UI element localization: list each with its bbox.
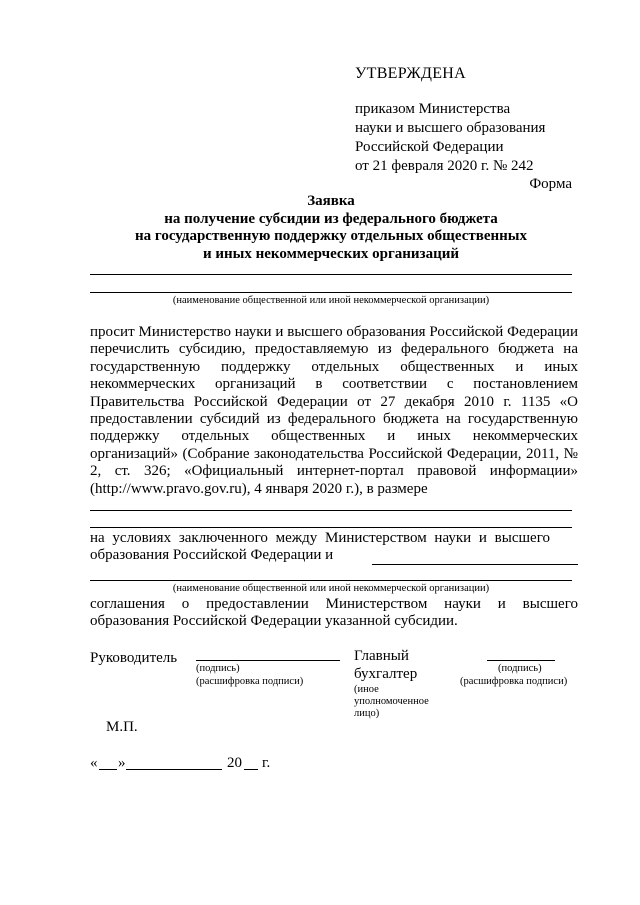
accountant-label: бухгалтер (354, 666, 418, 682)
party-name-line[interactable] (90, 580, 572, 581)
request-paragraph: просит Министерство науки и высшего образования Российской Федерации перечислить субсидию, предоставляемую из федерального бюджета на государственную поддержку отдельных общественных и иных некоммерческих организаций в соответствии с постановлением Правительства Российской Федерации от 27 декабря 2010 г. 1135 «О предоставлении субсидий из федерального бюджета на государственную поддержку отдельных общественных и иных некоммерческих организаций» (Собрание законодательства Российской Федерации, 2011, № 2, ст. 326; «Официальный интернет-портал правовой информации» (http://www.pravo.gov.ru), 4 января 2020 г.), в размере (90, 324, 578, 497)
approval-block (355, 64, 545, 176)
conditions-paragraph: на условиях заключенного между Министерством науки и высшего образования Российской Федерации и (90, 530, 550, 564)
head-label: Руководитель (90, 650, 178, 666)
document-heading (88, 193, 574, 263)
org-name-line[interactable] (90, 274, 572, 275)
decode-caption: (расшифровка подписи) (460, 676, 568, 687)
org-name-line[interactable] (90, 292, 572, 293)
year-prefix: 20 (227, 755, 242, 771)
signature-caption: (подпись) (196, 663, 240, 674)
approval-line: от 21 февраля 2020 г. № 242 (355, 158, 534, 174)
year-suffix: г. (262, 755, 271, 771)
year-field[interactable] (244, 769, 258, 770)
signature-caption: (подпись) (498, 663, 542, 674)
date-quote-open: « (90, 755, 98, 771)
accountant-signature-line[interactable] (487, 660, 555, 661)
agreement-paragraph: соглашения о предоставлении Министерством науки и высшего образования Российской Федерации указанной субсидии. (90, 596, 578, 630)
org-name-caption: (наименование общественной или иной некоммерческой организации) (172, 295, 490, 306)
amount-line[interactable] (90, 527, 572, 528)
head-signature-line[interactable] (196, 660, 340, 661)
party-name-line[interactable] (372, 564, 578, 565)
approval-line: науки и высшего образования (355, 120, 546, 136)
month-field[interactable] (126, 769, 222, 770)
form-label: Форма (529, 176, 572, 192)
date-quote-close: » (118, 755, 126, 771)
accountant-label: Главный (354, 648, 409, 664)
decode-caption: (расшифровка подписи) (196, 676, 304, 687)
approval-title: УТВЕРЖДЕНА (355, 65, 467, 82)
heading-line: на получение субсидии из федерального бюджета (164, 210, 498, 227)
approval-line: приказом Министерства (355, 101, 511, 117)
other-person-caption: (иное уполномоченное лицо) (354, 684, 429, 719)
day-field[interactable] (99, 769, 117, 770)
approval-line: Российской Федерации (355, 139, 504, 155)
date-row (90, 754, 290, 774)
heading-title: Заявка (307, 193, 355, 209)
party-name-caption: (наименование общественной или иной некоммерческой организации) (172, 583, 490, 594)
amount-line[interactable] (90, 510, 572, 511)
heading-line: на государственную поддержку отдельных общественных (135, 228, 527, 244)
stamp-label: М.П. (106, 719, 138, 735)
heading-line: и иных некоммерческих организаций (202, 245, 460, 262)
